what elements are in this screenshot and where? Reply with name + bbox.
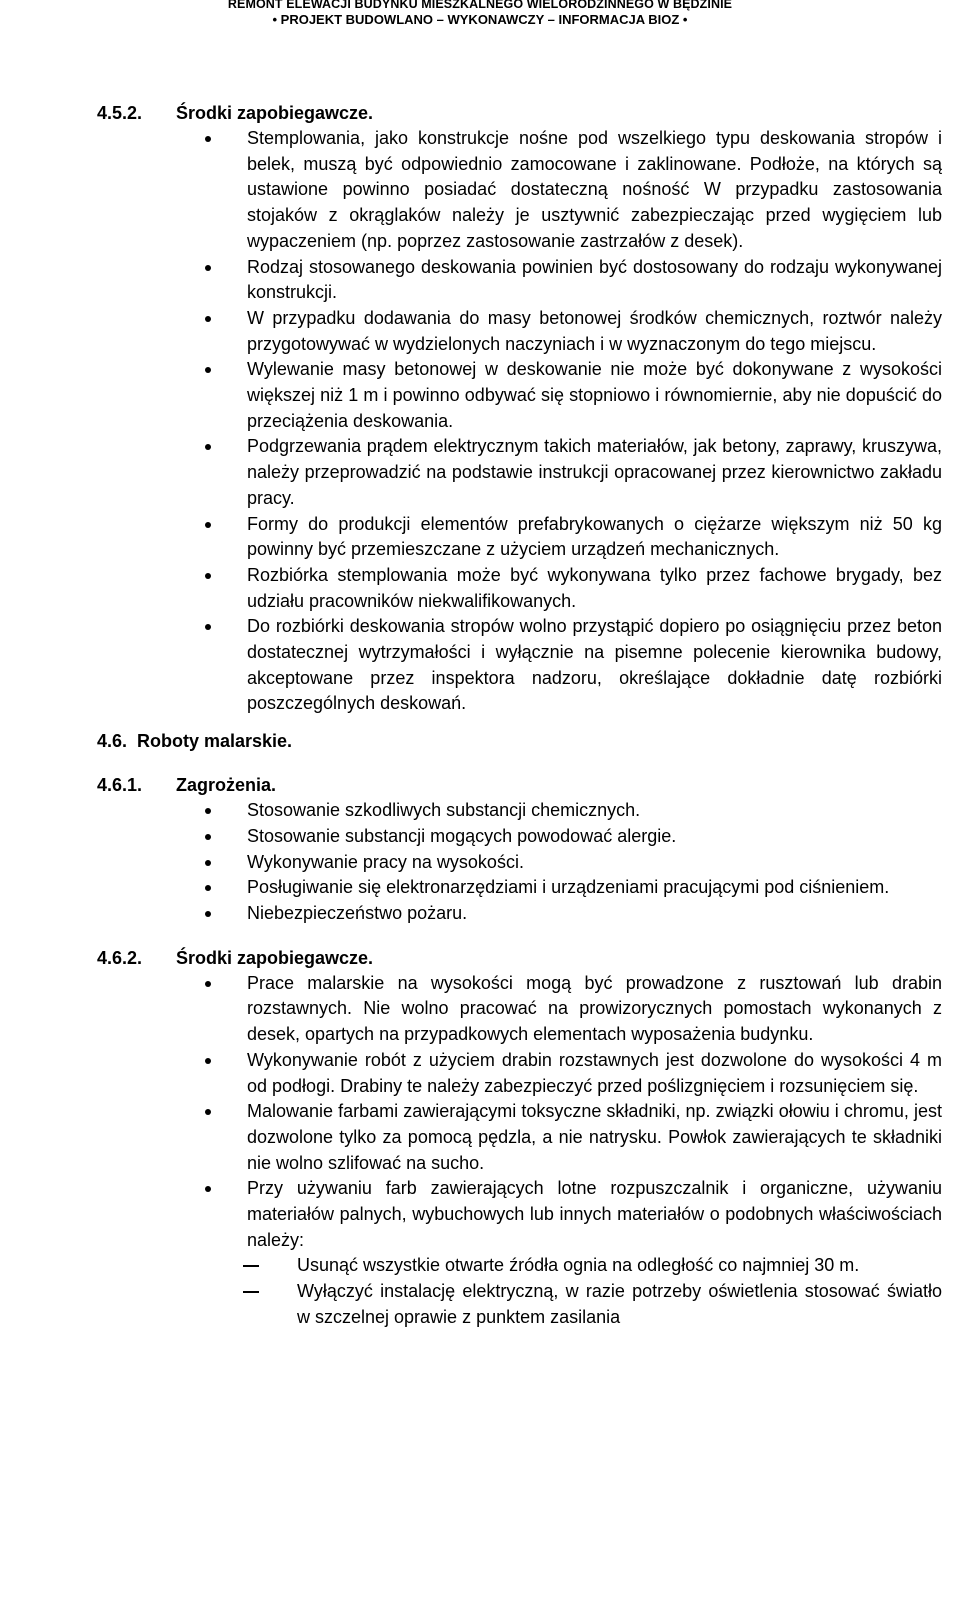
section-number: 4.6. — [97, 731, 128, 752]
bullet-icon — [205, 522, 211, 528]
list-item: Niebezpieczeństwo pożaru. — [247, 901, 942, 927]
header-document-type: • PROJEKT BUDOWLANO – WYKONAWCZY – INFORMACJA BIOZ • — [272, 12, 688, 27]
bullet-icon — [205, 1109, 211, 1115]
painting-measures-list — [0, 971, 960, 1254]
section-heading-4-6-2 — [0, 945, 960, 971]
list-item: Rodzaj stosowanego deskowania powinien być dostosowany do rodzaju wykonywanej konstrukcji. — [247, 255, 942, 306]
section-heading-4-6-1 — [0, 772, 960, 798]
bullet-icon — [205, 808, 211, 814]
list-item: Do rozbiórki deskowania stropów wolno przystąpić dopiero po osiągnięciu przez beton dostatecznej wytrzymałości i wyłącznie na pisemne polecenie kierownika budowy, akceptowane przez inspektora nadzoru, określające dokładnie datę rozbiórki poszczególnych deskowań. — [247, 614, 942, 717]
document-body — [0, 100, 960, 1331]
bullet-icon — [205, 981, 211, 987]
bullet-icon — [205, 316, 211, 322]
section-heading-4-5-2 — [0, 100, 960, 126]
flammable-materials-sublist — [0, 1253, 960, 1330]
list-item: Podgrzewania prądem elektrycznym takich materiałów, jak betony, zaprawy, kruszywa, należy przeprowadzić na podstawie instrukcji opracowanej przez kierownictwo zakładu pracy. — [247, 434, 942, 511]
list-item: Posługiwanie się elektronarzędziami i urządzeniami pracującymi pod ciśnieniem. — [247, 875, 942, 901]
list-item: Wykonywanie pracy na wysokości. — [247, 850, 942, 876]
list-item: Formy do produkcji elementów prefabrykowanych o ciężarze większym niż 50 kg powinny być przemieszczane z użyciem urządzeń mechanicznych. — [247, 512, 942, 563]
list-item: Stosowanie substancji mogących powodować alergie. — [247, 824, 942, 850]
list-item: Usunąć wszystkie otwarte źródła ognia na odległość co najmniej 30 m. — [297, 1253, 942, 1279]
page-header — [0, 0, 960, 28]
list-item: Prace malarskie na wysokości mogą być prowadzone z rusztowań lub drabin rozstawnych. Nie wolno pracować na prowizorycznych pomostach wykonanych z desek, opartych na przypadkowych elementach wyposażenia budynku. — [247, 971, 942, 1048]
dash-icon — [243, 1265, 259, 1267]
bullet-icon — [205, 265, 211, 271]
bullet-icon — [205, 573, 211, 579]
section-title: Środki zapobiegawcze. — [176, 103, 374, 123]
list-item: Malowanie farbami zawierającymi toksyczne składniki, np. związki ołowiu i chromu, jest dozwolone tylko za pomocą pędzla, a nie natrysku. Powłok zawierających te składniki nie wolno szlifować na sucho. — [247, 1099, 942, 1176]
section-title: Roboty malarskie. — [137, 731, 293, 752]
list-item: Wylewanie masy betonowej w deskowanie nie może być dokonywane z wysokości większej niż 1 m i powinno odbywać się stopniowo i równomiernie, aby nie dopuścić do przeciążenia deskowania. — [247, 357, 942, 434]
list-item: Stosowanie szkodliwych substancji chemicznych. — [247, 798, 942, 824]
hazards-list — [0, 798, 960, 927]
section-title: Zagrożenia. — [176, 775, 277, 796]
bullet-icon — [205, 1058, 211, 1064]
bullet-icon — [205, 444, 211, 450]
header-project-title: REMONT ELEWACJI BUDYNKU MIESZKALNEGO WIELORODZINNEGO W BĘDZINIE — [227, 0, 733, 11]
section-number: 4.6.2. — [97, 947, 143, 968]
bullet-icon — [205, 367, 211, 373]
list-item: W przypadku dodawania do masy betonowej środków chemicznych, roztwór należy przygotowywać w wydzielonych naczyniach i w wyznaczonym do tego miejscu. — [247, 306, 942, 357]
preventive-measures-list — [0, 126, 960, 717]
bullet-icon — [205, 1186, 211, 1192]
bullet-icon — [205, 624, 211, 630]
section-title: Środki zapobiegawcze. — [176, 947, 374, 968]
list-item: Stemplowania, jako konstrukcje nośne pod wszelkiego typu deskowania stropów i belek, muszą być odpowiednio zamocowane i zaklinowane. Podłoże, na których są ustawione powinno posiadać dostateczną nośność W przypadku zastosowania stojaków z okrąglaków należy je usztywnić zabezpieczając przed wygięciem lub wypaczeniem (np. poprzez zastosowanie zastrzałów z desek). — [247, 126, 942, 255]
bullet-icon — [205, 136, 211, 142]
list-item: Przy używaniu farb zawierających lotne rozpuszczalnik i organiczne, używaniu materiałów palnych, wybuchowych lub innych materiałów o podobnych właściwościach należy: — [247, 1176, 942, 1253]
bullet-icon — [205, 860, 211, 866]
list-item: Rozbiórka stemplowania może być wykonywana tylko przez fachowe brygady, bez udziału pracowników niekwalifikowanych. — [247, 563, 942, 614]
section-number: 4.5.2. — [97, 103, 143, 123]
section-heading-4-6 — [0, 728, 960, 754]
bullet-icon — [205, 834, 211, 840]
list-item: Wykonywanie robót z użyciem drabin rozstawnych jest dozwolone do wysokości 4 m od podłogi. Drabiny te należy zabezpieczyć przed poślizgnięciem i rozsunięciem się. — [247, 1048, 942, 1099]
bullet-icon — [205, 885, 211, 891]
list-item: Wyłączyć instalację elektryczną, w razie potrzeby oświetlenia stosować światło w szczelnej oprawie z punktem zasilania — [297, 1279, 942, 1330]
bullet-icon — [205, 911, 211, 917]
section-number: 4.6.1. — [97, 775, 143, 796]
dash-icon — [243, 1291, 259, 1293]
